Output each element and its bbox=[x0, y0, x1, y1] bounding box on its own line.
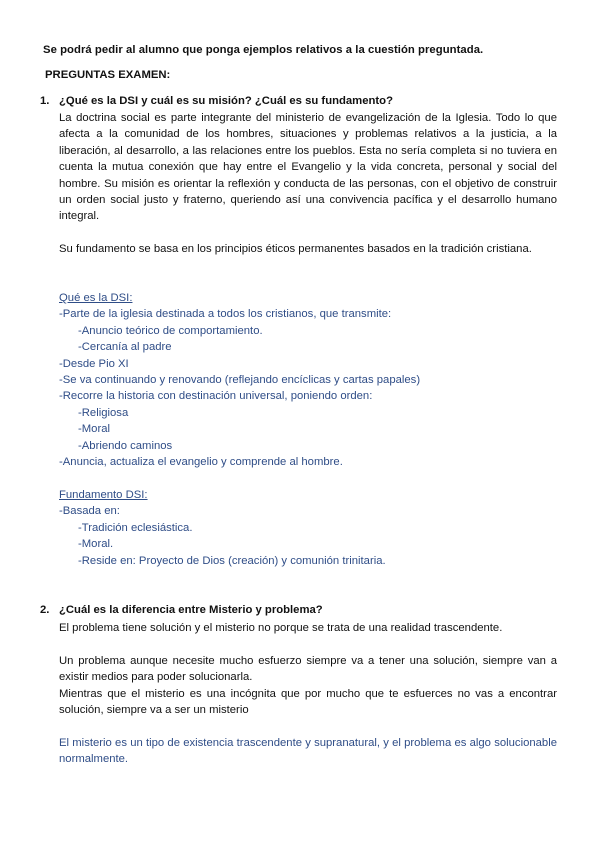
note-line: -Religiosa bbox=[78, 406, 129, 419]
question-2-title: ¿Cuál es la diferencia entre Misterio y problema? bbox=[59, 604, 323, 616]
question-2-answer-paragraph-1: El problema tiene solución y el misterio no porque se trata de una realidad trascendente. bbox=[59, 622, 503, 634]
question-2-answer-paragraph-3: Mientras que el misterio es una incógnita que por mucho que te esfuerces no vas a encontrar solución, siempre va a ser un misterio bbox=[59, 688, 557, 717]
note-line: -Basada en: bbox=[59, 505, 120, 518]
note-line: -Parte de la iglesia destinada a todos los cristianos, que transmite: bbox=[59, 308, 392, 321]
note-line: -Abriendo caminos bbox=[78, 439, 173, 452]
note-line: -Moral. bbox=[78, 538, 114, 551]
note-line: -Moral bbox=[78, 423, 111, 436]
question-1-number: 1. bbox=[40, 95, 50, 107]
question-1-title: ¿Qué es la DSI y cuál es su misión? ¿Cuál es su fundamento? bbox=[59, 95, 393, 107]
dsi-notes bbox=[59, 290, 559, 470]
note-line: -Tradición eclesiástica. bbox=[78, 521, 193, 534]
note-line: -Se va continuando y renovando (reflejando encíclicas y cartas papales) bbox=[59, 373, 421, 386]
question-2-number: 2. bbox=[40, 604, 50, 616]
note-line: -Anuncio teórico de comportamiento. bbox=[78, 324, 263, 337]
note-line: -Cercanía al padre bbox=[78, 341, 172, 354]
question-2-note: El misterio es un tipo de existencia trascendente y supranatural, y el problema es algo solucionable normalmente. bbox=[59, 737, 557, 766]
fundamento-notes bbox=[59, 487, 559, 569]
note-line: -Anuncia, actualiza el evangelio y comprende al hombre. bbox=[59, 455, 343, 468]
note-line: -Desde Pio XI bbox=[59, 357, 129, 370]
note-line: -Recorre la historia con destinación universal, poniendo orden: bbox=[59, 390, 373, 403]
question-2-answer-paragraph-2: Un problema aunque necesite mucho esfuerzo siempre va a tener una solución, siempre van a existir medios para poder solucionarla. bbox=[59, 655, 557, 684]
question-1-answer-paragraph-1: La doctrina social es parte integrante del ministerio de evangelización de la Iglesia. Todo lo que afecta a la comunidad de los hombres, situaciones y problemas relativos a la justicia, a la liberación, al desarrollo, a las relaciones entre los pueblos. Esta no sería completa si no tuviera en cuenta la mutua conexión que hay entre el Evangelio y la vida concreta, personal y social del hombre. Su misión es orientar la reflexión y conducta de las personas, con el objetivo de construir un orden social justo y fraterno, queriendo así una convivencia pacífica y el desarrollo humano integral. bbox=[59, 112, 557, 223]
question-1-answer-paragraph-2: Su fundamento se basa en los principios éticos permanentes basados en la tradición cristiana. bbox=[59, 243, 532, 255]
fundamento-notes-title: Fundamento DSI: bbox=[59, 489, 148, 501]
note-line: -Reside en: Proyecto de Dios (creación) y comunión trinitaria. bbox=[78, 554, 386, 567]
exam-questions-heading: PREGUNTAS EXAMEN: bbox=[45, 69, 171, 81]
intro-text: Se podrá pedir al alumno que ponga ejemplos relativos a la cuestión preguntada. bbox=[43, 44, 484, 56]
dsi-notes-title: Qué es la DSI: bbox=[59, 292, 133, 304]
